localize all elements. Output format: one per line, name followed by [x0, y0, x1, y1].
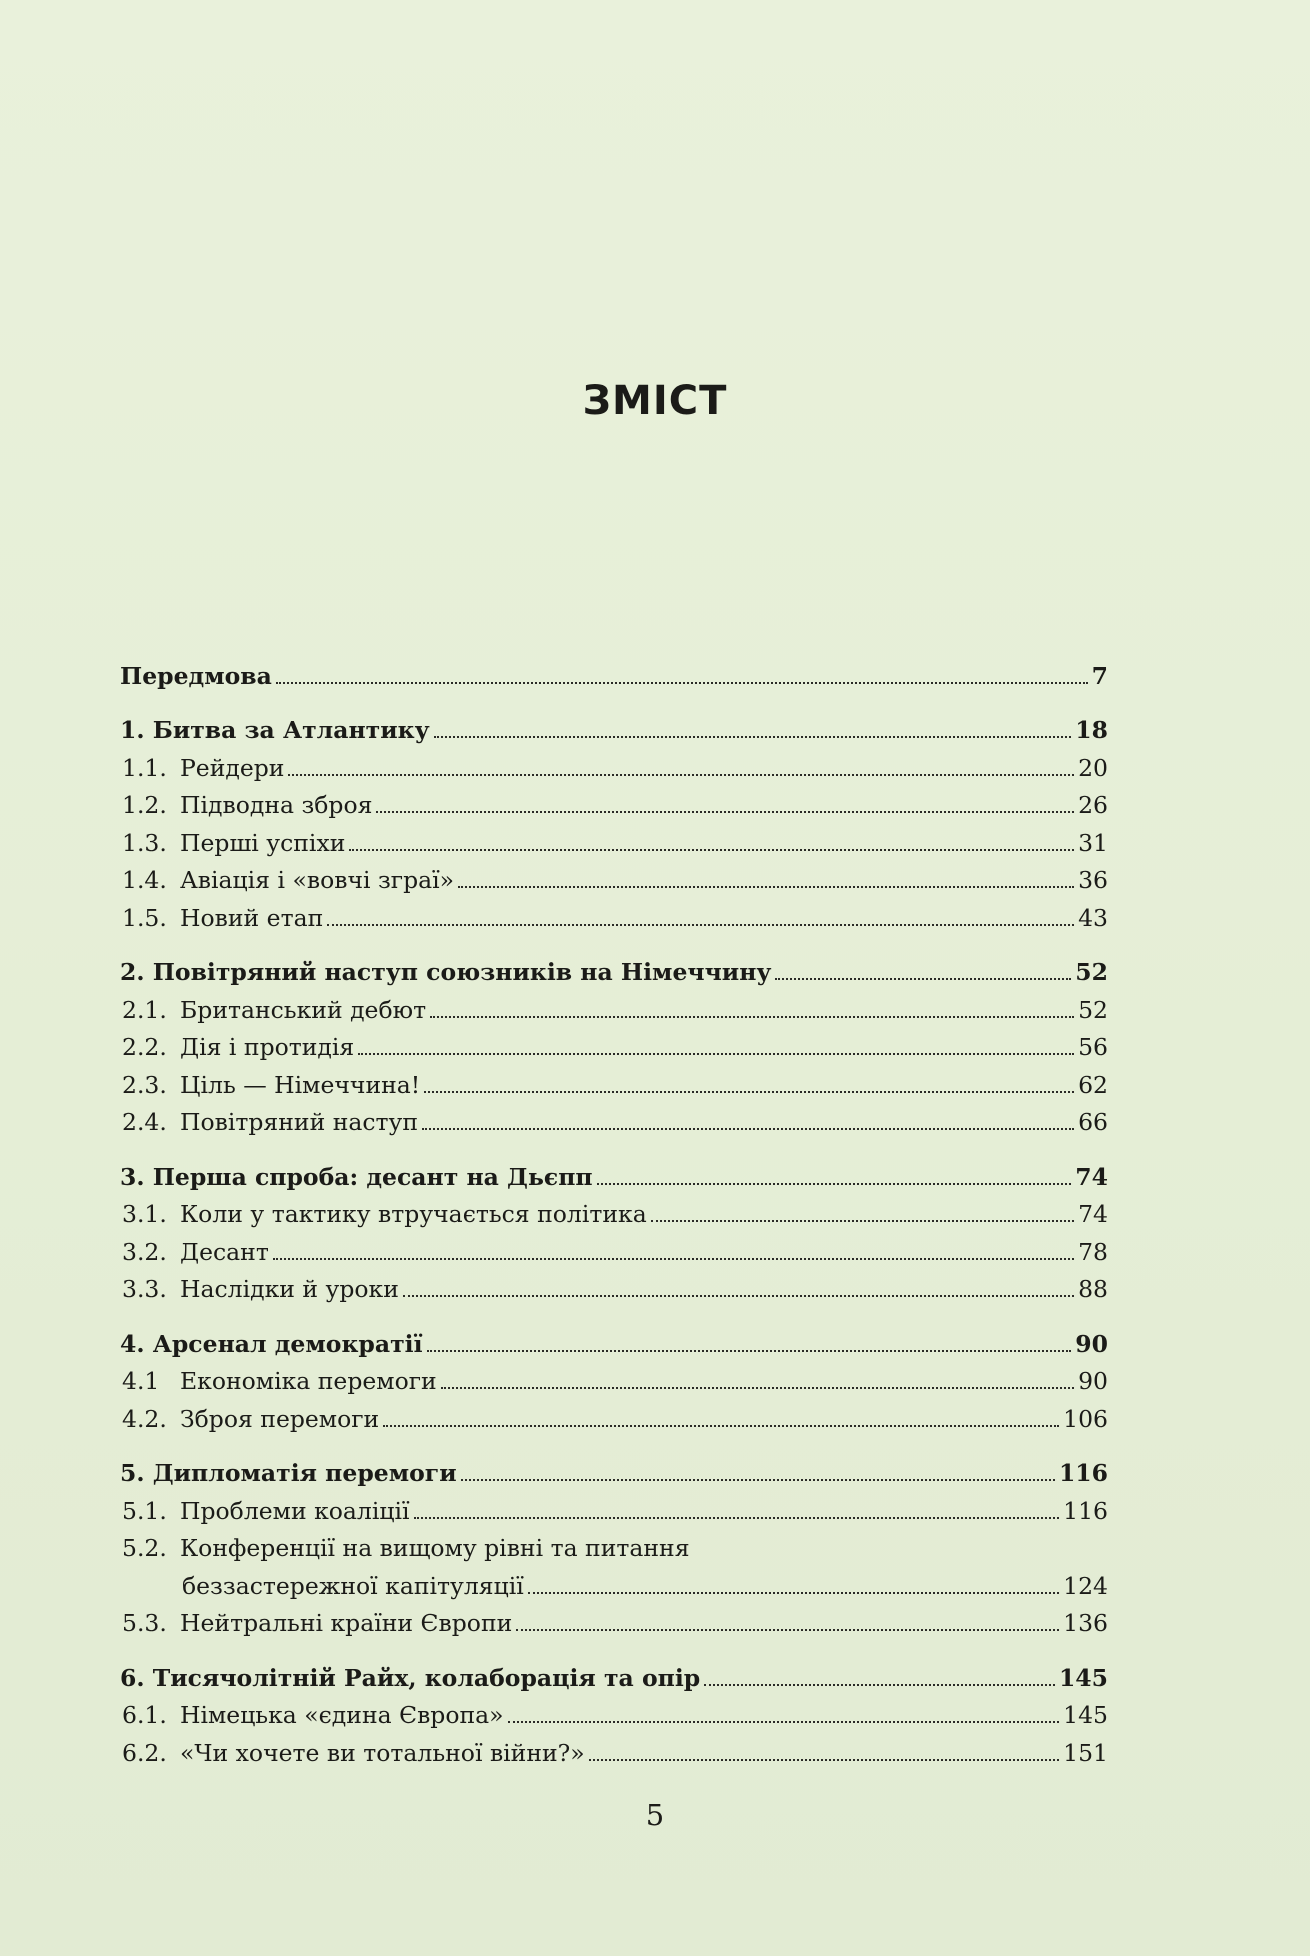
toc-section-number: 2.4.	[122, 1108, 167, 1136]
dot-leader	[422, 1128, 1074, 1130]
toc-chapter-group	[120, 707, 1108, 932]
toc-section-title-text: Авіація і «вовчі зграї»	[180, 866, 455, 894]
toc-section-title-text: Проблеми коаліції	[180, 1496, 410, 1525]
toc-chapter-entry	[120, 1153, 1108, 1191]
toc-page-number: 36	[1078, 866, 1108, 894]
toc-section-title	[120, 1071, 420, 1099]
dot-leader	[441, 1387, 1074, 1389]
toc-section-number: 4.2.	[122, 1404, 167, 1433]
toc-page-number: 116	[1058, 1459, 1108, 1487]
toc-chapter-title-text: Битва за Атлантику	[152, 716, 430, 744]
dot-leader	[376, 811, 1074, 813]
toc-section-number: 2.1.	[122, 995, 167, 1024]
toc-chapter-entry	[120, 707, 1108, 745]
dot-leader	[427, 1350, 1072, 1352]
toc-chapter-group	[120, 1320, 1108, 1433]
toc-chapter-title-text: Дипломатія перемоги	[152, 1459, 457, 1487]
toc-section-entry	[120, 1228, 1108, 1266]
toc-page-number: 52	[1075, 958, 1108, 986]
toc-section-number: 5.2.	[122, 1534, 167, 1562]
dot-leader	[414, 1517, 1060, 1519]
toc-section-number: 6.2.	[122, 1738, 167, 1767]
toc-chapter-title	[120, 1664, 700, 1692]
toc-chapter-group	[120, 949, 1108, 1137]
toc-section-title-text: Рейдери	[180, 753, 285, 782]
toc-section-title	[120, 1238, 269, 1266]
toc-page-number: 31	[1078, 828, 1108, 857]
dot-leader	[597, 1183, 1072, 1185]
toc-section-entry	[120, 1692, 1108, 1730]
toc-page-number: 88	[1078, 1275, 1108, 1303]
toc-page-number: 66	[1078, 1108, 1108, 1136]
toc-page-number: 90	[1075, 1329, 1108, 1358]
toc-page-number: 74	[1075, 1162, 1108, 1191]
toc-chapter-title	[120, 1163, 593, 1191]
toc-section-entry	[120, 986, 1108, 1024]
toc-section-number: 3.3.	[122, 1275, 167, 1303]
toc-section-entry	[120, 782, 1108, 820]
toc-section-title-continued	[120, 1572, 524, 1600]
toc-section-title-text: Десант	[180, 1237, 269, 1266]
toc-section-entry	[120, 1729, 1108, 1767]
toc-section-number: 3.1.	[122, 1200, 167, 1228]
toc-chapter-number: 2.	[120, 958, 145, 986]
toc-section-title	[120, 829, 345, 857]
toc-chapter-number: 4.	[120, 1329, 145, 1358]
toc-chapter-group	[120, 1654, 1108, 1767]
dot-leader	[383, 1425, 1059, 1427]
dot-leader	[458, 886, 1074, 888]
dot-leader	[461, 1479, 1055, 1481]
toc-chapter-title-text: Тисячолітній Райх, колаборація та опір	[152, 1663, 701, 1692]
toc-section-title-text: Дія і протидія	[180, 1033, 355, 1061]
toc-page-number: 78	[1078, 1237, 1108, 1266]
toc-page-number: 43	[1078, 903, 1108, 932]
dot-leader	[424, 1091, 1074, 1093]
toc-section-title	[120, 904, 323, 932]
toc-section-title	[120, 1701, 504, 1729]
dot-leader	[775, 978, 1071, 980]
toc-page-number: 62	[1078, 1070, 1108, 1099]
toc-chapter-title	[120, 1330, 423, 1358]
toc-section-title	[120, 1497, 410, 1525]
toc-chapter-title	[120, 662, 272, 690]
toc-section-number: 6.1.	[122, 1701, 167, 1729]
toc-chapter-entry	[120, 1654, 1108, 1692]
dot-leader	[704, 1684, 1055, 1686]
toc-section-title-text: Наслідки й уроки	[180, 1275, 399, 1303]
toc-section-number: 2.2.	[122, 1033, 167, 1061]
dot-leader	[434, 736, 1072, 738]
toc-chapter-number: 5.	[120, 1459, 145, 1487]
toc-section-title-cont-text: беззастережної капітуляції	[182, 1571, 524, 1600]
toc-chapter-number: 6.	[120, 1663, 145, 1692]
toc-page-number: 145	[1063, 1701, 1108, 1729]
page-number: 5	[645, 1798, 665, 1832]
toc-section-entry	[120, 744, 1108, 782]
toc-chapter-group	[120, 1450, 1108, 1638]
toc-section-title-text: Коли у тактику втручається політика	[180, 1200, 647, 1228]
toc-section-number: 4.1	[122, 1367, 160, 1395]
toc-section-entry	[120, 1395, 1108, 1433]
toc-section-title-text: Повітряний наступ	[180, 1108, 419, 1136]
toc-section-title-text: Підводна зброя	[180, 791, 373, 819]
toc-page-number: 20	[1078, 753, 1108, 782]
toc-section-title: Конференції на вищому рівні та питання	[180, 1534, 690, 1562]
toc-section-entry	[120, 1061, 1108, 1099]
toc-section-number: 1.5.	[122, 903, 167, 932]
toc-section-entry-continued	[120, 1562, 1108, 1600]
toc-section-title	[120, 996, 426, 1024]
toc-section-title	[120, 1200, 647, 1228]
toc-section-title-text: Новий етап	[180, 903, 324, 932]
toc-chapter-title	[120, 958, 771, 986]
toc-page-number: 56	[1078, 1033, 1108, 1061]
dot-leader	[288, 774, 1074, 776]
toc-chapter-entry	[120, 1320, 1108, 1358]
dot-leader	[358, 1053, 1074, 1055]
toc-page-number: 52	[1078, 995, 1108, 1024]
toc-page-number: 18	[1075, 716, 1108, 744]
page-title: ЗМІСТ	[582, 378, 728, 424]
toc-section-title-text: Перші успіхи	[180, 828, 346, 857]
dot-leader	[651, 1220, 1074, 1222]
toc-section-title-text: «Чи хочете ви тотальної війни?»	[180, 1738, 585, 1767]
toc-page-number: 106	[1063, 1404, 1108, 1433]
toc-section-number: 1.3.	[122, 828, 167, 857]
toc-section-entry	[120, 1358, 1108, 1396]
toc-chapter-title-text: Перша спроба: десант на Дьєпп	[152, 1162, 593, 1191]
toc-section-title	[120, 1739, 585, 1767]
toc-section-title-text: Нейтральні країни Європи	[180, 1609, 513, 1637]
toc-chapter-entry	[120, 652, 1108, 690]
toc-page-number: 90	[1078, 1367, 1108, 1395]
toc-section-title	[120, 791, 372, 819]
dot-leader	[516, 1629, 1059, 1631]
dot-leader	[349, 849, 1074, 851]
dot-leader	[589, 1759, 1059, 1761]
toc-chapter-title	[120, 1459, 457, 1487]
toc-section-title	[120, 1108, 418, 1136]
dot-leader	[403, 1295, 1074, 1297]
toc-section-entry	[120, 1024, 1108, 1062]
dot-leader	[327, 924, 1074, 926]
toc-page-number: 145	[1058, 1663, 1108, 1692]
dot-leader	[273, 1258, 1074, 1260]
toc-section-number: 3.2.	[122, 1237, 167, 1266]
toc-chapter-group	[120, 1153, 1108, 1303]
dot-leader	[276, 682, 1088, 684]
toc-chapter-entry	[120, 949, 1108, 987]
toc-section-title	[120, 754, 284, 782]
toc-section-entry	[120, 1266, 1108, 1304]
dot-leader	[528, 1592, 1059, 1594]
toc-section-title-text: Зброя перемоги	[180, 1404, 380, 1433]
toc-section-number: 5.3.	[122, 1609, 167, 1637]
toc-chapter-entry	[120, 1450, 1108, 1488]
toc-section-number: 2.3.	[122, 1070, 167, 1099]
toc-section-title	[120, 1609, 512, 1637]
dot-leader	[430, 1016, 1074, 1018]
toc-section-entry	[120, 819, 1108, 857]
toc-chapter-title-text: Передмова	[120, 661, 272, 690]
toc-section-title	[120, 866, 454, 894]
toc-section-entry	[120, 1525, 1108, 1563]
toc-section-title-text: Німецька «єдина Європа»	[180, 1701, 504, 1729]
toc-section-title	[120, 1405, 379, 1433]
toc-section-title-text: Ціль — Німеччина!	[180, 1070, 421, 1099]
toc-section-number: 1.4.	[122, 866, 167, 894]
toc-chapter-title-text: Повітряний наступ союзників на Німеччину	[152, 958, 772, 986]
toc-section-entry	[120, 894, 1108, 932]
toc-chapter-group	[120, 652, 1108, 690]
toc-section-title	[120, 1275, 399, 1303]
toc-section-title-text: Економіка перемоги	[180, 1367, 437, 1395]
toc-section-title-text: Британський дебют	[180, 995, 427, 1024]
toc-chapter-title-text: Арсенал демократії	[152, 1329, 423, 1358]
toc-page-number: 136	[1063, 1609, 1108, 1637]
toc-page-number: 74	[1078, 1200, 1108, 1228]
toc-page-number: 26	[1078, 791, 1108, 819]
toc-section-number: 5.1.	[122, 1496, 167, 1525]
toc-section-entry	[120, 1191, 1108, 1229]
toc-section-entry	[120, 1600, 1108, 1638]
toc-section-entry	[120, 857, 1108, 895]
toc-section-title	[120, 1033, 354, 1061]
toc-page-number: 151	[1063, 1738, 1108, 1767]
toc-section-number: 1.2.	[122, 791, 167, 819]
toc-page-number: 124	[1063, 1571, 1108, 1600]
table-of-contents	[120, 652, 1108, 1784]
toc-chapter-number: 3.	[120, 1162, 145, 1191]
toc-section-entry	[120, 1099, 1108, 1137]
toc-section-title	[120, 1367, 437, 1395]
toc-page-number: 7	[1091, 661, 1108, 690]
toc-chapter-title	[120, 716, 430, 744]
toc-chapter-number: 1.	[120, 716, 145, 744]
toc-section-entry	[120, 1487, 1108, 1525]
toc-section-number: 1.1.	[122, 753, 167, 782]
dot-leader	[508, 1721, 1060, 1723]
toc-page-number: 116	[1063, 1496, 1108, 1525]
